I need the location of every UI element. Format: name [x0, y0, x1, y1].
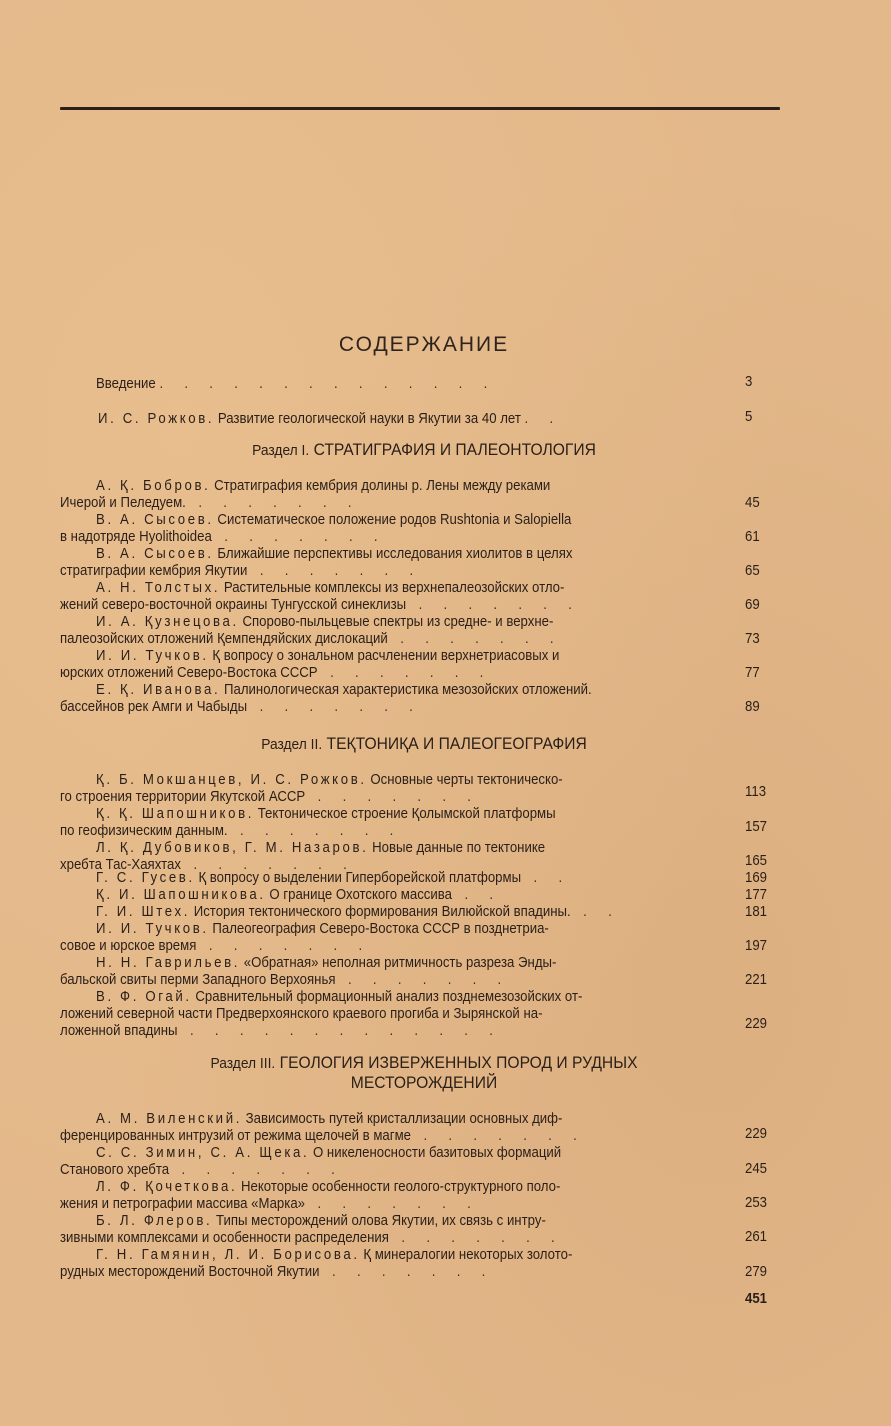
leader-dots: . . . . . . .	[387, 630, 563, 647]
entry-title-cont: жения и петрографии массива «Марка»	[60, 1195, 306, 1212]
toc-entry-line	[96, 1178, 656, 1195]
author: А. Қ. Бобров.	[96, 477, 211, 494]
toc-entry-line	[96, 839, 656, 856]
toc-entry-line	[96, 545, 656, 562]
toc-entry-line	[96, 1246, 656, 1263]
toc-entry-line	[96, 1144, 656, 1161]
page-number: 3	[745, 373, 753, 390]
entry-title: Типы месторождений олова Якутии, их связь с интру-	[215, 1212, 546, 1229]
entry-title-cont: стратиграфии кембрия Якутии	[60, 562, 248, 579]
leader-dots: . . . . . . .	[388, 1229, 564, 1246]
toc-entry-line-cont	[60, 698, 676, 715]
entry-title-cont: ференцированных интрузий от режима щелочей в магме	[60, 1127, 411, 1144]
author: А. М. Виленский.	[96, 1110, 243, 1127]
page-number: 165	[745, 852, 768, 869]
page-number: 169	[745, 869, 768, 886]
author: Қ. Қ. Шапошников.	[96, 805, 255, 822]
toc-entry-line-cont	[60, 1005, 676, 1022]
leader-dots: . . . . . . .	[247, 562, 422, 579]
toc-entry-line	[96, 903, 656, 920]
toc-entry-line	[96, 920, 656, 937]
entry-title-cont: хребта Тас-Хаяхтах	[60, 856, 181, 873]
author: Л. Ф. Қочеткова.	[96, 1178, 238, 1195]
page-title: СОДЕРЖАНИЕ	[338, 333, 510, 356]
toc-intro	[96, 375, 656, 392]
entry-title-cont: бальской свиты перми Западного Верхоянья	[60, 971, 336, 988]
toc-entry-line-cont	[60, 596, 676, 613]
entry-title: Новые данные по тектонике	[372, 839, 546, 856]
page-number: 181	[745, 903, 768, 920]
page-number: 5	[745, 408, 753, 425]
entry-title: Қ минералогии некоторых золото-	[363, 1246, 573, 1263]
page-number: 69	[745, 596, 760, 613]
leader-dots: . . . . . . .	[319, 1263, 495, 1280]
entry-title: Сравнительный формационный анализ позднемезозойских от-	[195, 988, 583, 1005]
entry-title-cont: палеозойских отложений Қемпендяйских дислокаций	[60, 630, 388, 647]
page-number: 157	[745, 818, 768, 835]
toc-entry-line-cont	[60, 1022, 676, 1039]
entry-title: Основные черты тектоническо-	[370, 771, 563, 788]
entry-title: Стратиграфия кембрия долины р. Лены между реками	[214, 477, 551, 494]
page-number: 65	[745, 562, 760, 579]
section-heading	[34, 1053, 814, 1073]
page-number: 77	[745, 664, 760, 681]
entry-title-cont: бассейнов рек Амги и Чабыды	[60, 698, 248, 715]
entry-title-cont: рудных месторождений Восточной Якутии	[60, 1263, 320, 1280]
section-name: ГЕОЛОГИЯ ИЗВЕРЖЕННЫХ ПОРОД И РУДНЫХ	[279, 1053, 638, 1072]
entry-title-cont: в надотряде Hyolithoidea	[60, 528, 212, 545]
toc-entry-line-cont	[60, 971, 676, 988]
entry-title: О границе Охотского массива	[269, 886, 453, 903]
author: Л. Қ. Дубовиков, Г. М. Назаров.	[96, 839, 369, 856]
toc-entry-line-cont	[60, 494, 676, 511]
section-name: ТЕҚТОНИҚА И ПАЛЕОГЕОГРАФИЯ	[326, 734, 587, 753]
entry-title: Тектоническое строение Қолымской платформы	[257, 805, 556, 822]
entry-title: О никеленосности базитовых формаций	[312, 1144, 562, 1161]
entry-title: Некоторые особенности геолого-структурного поло-	[240, 1178, 561, 1195]
toc-entry-line-cont	[60, 630, 676, 647]
intro-label: Введение	[96, 375, 156, 392]
author: Б. Л. Флеров.	[96, 1212, 213, 1229]
leader-dots: . . . . . . .	[247, 698, 422, 715]
leader-dots: . .	[524, 410, 562, 427]
page-number: 229	[745, 1125, 768, 1142]
page-number: 45	[745, 494, 760, 511]
entry-title: Палеогеография Северо-Востока СССР в позднетриа-	[212, 920, 549, 937]
toc-entry-line	[96, 886, 656, 903]
entry-title: Развитие геологической науки в Якутии за 40 лет	[217, 410, 521, 427]
toc-entry-line-cont	[60, 528, 676, 545]
toc-entry-line-cont	[60, 664, 676, 681]
author: И. И. Тучков.	[96, 920, 209, 937]
page-number: 229	[745, 1015, 768, 1032]
entry-title: Зависимость путей кристаллизации основных диф-	[245, 1110, 563, 1127]
entry-title-cont: жений северо-восточной окраины Тунгусской синеклизы	[60, 596, 407, 613]
author: Г. И. Штех.	[96, 903, 191, 920]
toc-entry-line	[96, 805, 656, 822]
leader-dots: . . . . . . .	[410, 1127, 586, 1144]
leader-dots: . . . . . . .	[185, 494, 361, 511]
author: Е. Қ. Иванова.	[96, 681, 221, 698]
section-prefix: Раздел III.	[210, 1055, 276, 1072]
toc-preface	[98, 410, 658, 427]
leader-dots: . . . . . . .	[317, 664, 493, 681]
toc-entry-line	[96, 869, 656, 886]
leader-dots: . . . . . . .	[181, 856, 356, 873]
entry-title: Қ вопросу о выделении Гиперборейской платформы	[198, 869, 522, 886]
entry-title: Спорово-пыльцевые спектры из средне- и верхне-	[242, 613, 554, 630]
toc-entry-line	[96, 647, 656, 664]
author: С. С. Зимин, С. А. Щека.	[96, 1144, 310, 1161]
entry-title-cont: го строения территории Якутской АССР	[60, 788, 306, 805]
page-number: 61	[745, 528, 760, 545]
leader-dots: . . . . . . .	[227, 822, 403, 839]
toc-entry-line-cont	[60, 562, 676, 579]
entry-title-cont: зивными комплексами и особенности распределения	[60, 1229, 389, 1246]
section-heading-cont	[34, 1073, 814, 1093]
entry-title: Палинологическая характеристика мезозойских отложений.	[223, 681, 592, 698]
leader-dots: . .	[452, 886, 502, 903]
section-name-cont: МЕСТОРОЖДЕНИЙ	[350, 1073, 498, 1092]
page-number: 89	[745, 698, 760, 715]
folio-number: 451	[745, 1290, 768, 1307]
toc-entry-line	[96, 988, 656, 1005]
section-prefix: Раздел II.	[261, 736, 323, 753]
toc-entry-line	[96, 1110, 656, 1127]
toc-entry-line-cont	[60, 1161, 676, 1178]
leader-dots: . . . . . . .	[196, 937, 371, 954]
entry-title-cont: совое и юрское время	[60, 937, 197, 954]
toc-entry-line	[96, 1212, 656, 1229]
page-number: 177	[745, 886, 768, 903]
section-name: СТРАТИГРАФИЯ И ПАЛЕОНТОЛОГИЯ	[313, 440, 596, 459]
author: В. Ф. Огай.	[96, 988, 192, 1005]
toc-entry-line	[96, 613, 656, 630]
page-number: 221	[745, 971, 768, 988]
section-heading	[34, 734, 814, 754]
author: И. А. Қузнецова.	[96, 613, 239, 630]
entry-title-cont: по геофизическим данным.	[60, 822, 228, 839]
page-number: 261	[745, 1228, 768, 1245]
toc-entry-line-cont	[60, 1195, 676, 1212]
author: Г. С. Гусев.	[96, 869, 195, 886]
entry-title: История тектонического формирования Вилюйской впадины.	[193, 903, 571, 920]
toc-entry-line	[96, 954, 656, 971]
top-rule	[60, 107, 780, 110]
toc-entry-line	[96, 681, 656, 698]
section-prefix: Раздел I.	[252, 442, 310, 459]
page-number: 279	[745, 1263, 768, 1280]
toc-entry-line-cont	[60, 937, 676, 954]
author: Н. Н. Гаврильев.	[96, 954, 241, 971]
page-number: 253	[745, 1194, 768, 1211]
toc-entry-line	[96, 477, 656, 494]
leader-dots: . . . . . . .	[169, 1161, 344, 1178]
page-number: 113	[745, 783, 767, 800]
entry-title: Растительные комплексы из верхнепалеозойских отло-	[223, 579, 565, 596]
entry-title: Қ вопросу о зональном расчленении верхнетриасовых и	[212, 647, 560, 664]
toc-entry-line-cont	[60, 1229, 676, 1246]
toc-entry-line	[96, 579, 656, 596]
leader-dots: . . . . . . .	[335, 971, 511, 988]
author: И. С. Рожков.	[98, 410, 215, 427]
leader-dots: . .	[570, 903, 621, 920]
page-number: 197	[745, 937, 768, 954]
toc-entry-line-cont	[60, 822, 676, 839]
author: В. А. Сысоев.	[96, 545, 214, 562]
entry-title: Систематическое положение родов Rushtonia и Salopiella	[217, 511, 572, 528]
entry-title-cont: Ичерой и Пеледуем.	[60, 494, 186, 511]
leader-dots: . . . . . . .	[211, 528, 387, 545]
leader-dots: . .	[521, 869, 571, 886]
toc-entry-line	[96, 771, 656, 788]
toc-entry-line-cont	[60, 1127, 676, 1144]
leader-dots: . . . . . . . . . . . . . .	[159, 375, 497, 392]
leader-dots: . . . . . . .	[305, 1195, 480, 1212]
author: Г. Н. Гамянин, Л. И. Борисова.	[96, 1246, 360, 1263]
entry-title-cont: Станового хребта	[60, 1161, 170, 1178]
leader-dots: . . . . . . .	[406, 596, 581, 613]
author: Қ. Б. Мокшанцев, И. С. Рожков.	[96, 771, 367, 788]
leader-dots: . . . . . . . . . . . . .	[177, 1022, 502, 1039]
entry-title-cont: ложений северной части Предверхоянского краевого прогиба и Зырянской на-	[60, 1005, 543, 1022]
author: Қ. И. Шапошникова.	[96, 886, 266, 903]
toc-entry-line-cont	[60, 1263, 676, 1280]
author: И. И. Тучков.	[96, 647, 209, 664]
entry-title-cont: ложенной впадины	[60, 1022, 178, 1039]
leader-dots: . . . . . . .	[305, 788, 480, 805]
author: В. А. Сысоев.	[96, 511, 214, 528]
entry-title-cont: юрских отложений Северо-Востока СССР	[60, 664, 318, 681]
toc-entry-line	[96, 511, 656, 528]
toc-entry-line-cont	[60, 788, 676, 805]
entry-title: «Обратная» неполная ритмичность разреза Энды-	[243, 954, 557, 971]
author: А. Н. Толстых.	[96, 579, 221, 596]
page-number: 245	[745, 1160, 768, 1177]
section-heading	[34, 440, 814, 460]
entry-title: Ближайшие перспективы исследования хиолитов в целях	[217, 545, 573, 562]
page-number: 73	[745, 630, 760, 647]
